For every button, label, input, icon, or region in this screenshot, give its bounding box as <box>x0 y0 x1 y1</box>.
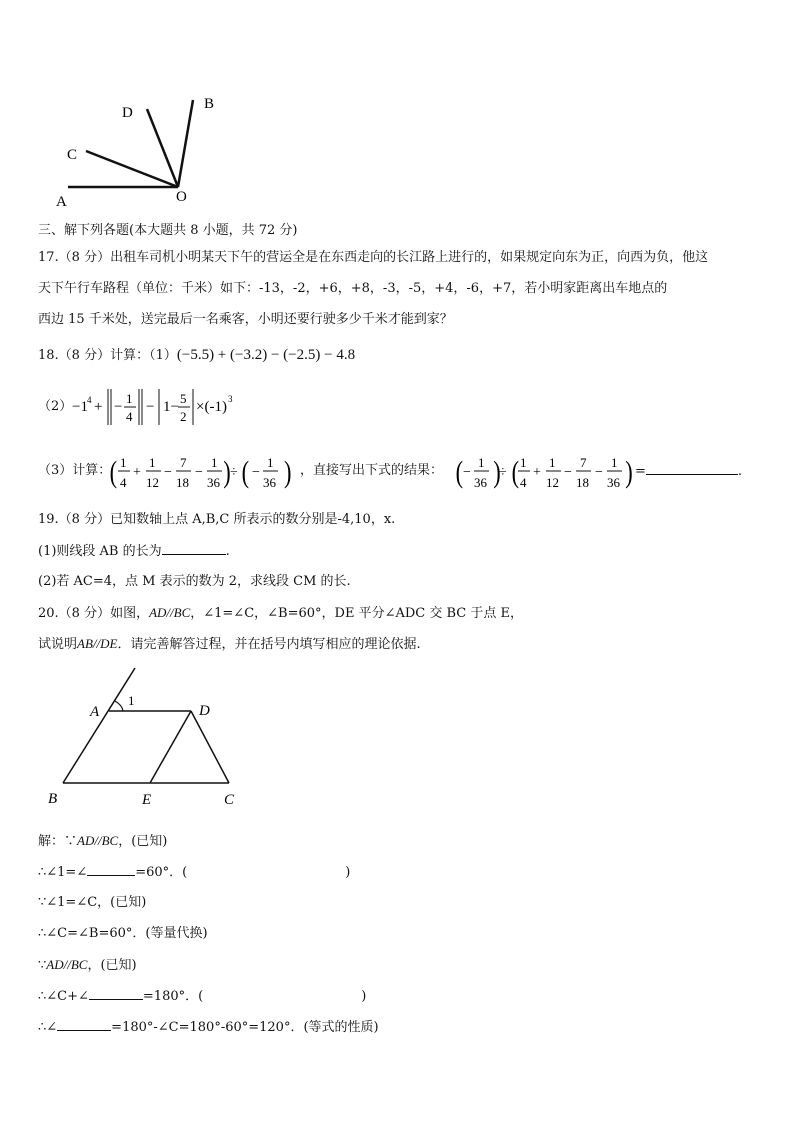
q19-line1: 19.（8 分）已知数轴上点 A,B,C 所表示的数分别是-4,10，x. <box>38 512 396 527</box>
q17-line2: 天下午行车路程（单位：千米）如下：-13，-2，+6，+8，-3，-5，+4，-6，+7，若小明家距离出车地点的 <box>38 281 668 296</box>
ray-od <box>147 109 178 187</box>
label-b: B <box>204 96 215 112</box>
svg-text:−1: −1 <box>72 399 88 415</box>
label-angle-1: 1 <box>128 693 135 708</box>
label-c: C <box>67 147 78 163</box>
q20-line2-pre: 试说明 <box>38 637 78 652</box>
svg-text:×(-1): ×(-1) <box>196 399 227 415</box>
angle-1-arc <box>115 701 123 711</box>
svg-text:−: − <box>463 465 471 480</box>
svg-text:1: 1 <box>520 455 527 470</box>
svg-text:36: 36 <box>263 475 276 490</box>
solution-line6 <box>38 987 366 1006</box>
svg-text:1: 1 <box>211 455 218 470</box>
svg-text:4: 4 <box>520 475 527 490</box>
solution-line1 <box>38 832 167 851</box>
svg-text:36: 36 <box>207 475 220 490</box>
svg-text:−: − <box>564 465 572 480</box>
ray-oc <box>86 151 178 187</box>
s5-post: ，(已知) <box>87 958 137 973</box>
q18-part3-mid: ，直接写出下式的结果： <box>300 463 444 478</box>
q20-line2-post: ．请完善解答过程，并在括号内填写相应的理论依据. <box>117 637 421 652</box>
solution-line2 <box>38 863 350 882</box>
q18-part3-expr-b <box>454 448 650 496</box>
svg-text:1: 1 <box>611 455 618 470</box>
label-d: D <box>199 703 210 719</box>
s2-mid: =60°．( <box>135 865 188 880</box>
s7-angle-blank[interactable] <box>57 1018 111 1031</box>
svg-text:4: 4 <box>120 475 127 490</box>
svg-text:+: + <box>94 399 103 415</box>
s6-mid: =180°．( <box>142 989 204 1004</box>
solution-line3: ∵∠1=∠C，(已知) <box>38 895 147 910</box>
label-a: A <box>90 704 100 720</box>
segment-de <box>150 711 191 783</box>
q17-line1: 17.（8 分）出租车司机小明某天下午的营运全是在东西走向的长江路上进行的，如果规定向东为正，向西为负，他这 <box>38 250 709 265</box>
label-c: C <box>224 792 235 808</box>
q18-part2-expression <box>70 383 240 433</box>
q19-line2-end: . <box>225 544 230 559</box>
svg-text:18: 18 <box>176 475 189 490</box>
svg-text:−: − <box>164 465 172 480</box>
s1-post: ，(已知) <box>118 834 168 849</box>
q20-line1-mid: ，∠1=∠C，∠B=60°，DE 平分∠ADC 交 BC 于点 E， <box>190 606 523 621</box>
label-d: D <box>122 105 133 121</box>
q19-line3: (2)若 AC=4，点 M 表示的数为 2，求线段 CM 的长. <box>38 574 351 589</box>
label-b: B <box>48 791 58 807</box>
s1-pre: 解：∵ <box>38 834 78 849</box>
q18-part3-expr-a <box>108 448 304 496</box>
svg-text:): ) <box>625 454 633 489</box>
svg-text:): ) <box>223 454 231 489</box>
s2-end: ) <box>345 865 351 880</box>
s2-pre: ∴∠1=∠ <box>38 865 88 880</box>
q20-line2-ab: AB//DE <box>77 636 118 651</box>
q19-line2 <box>38 542 230 561</box>
svg-text:(: ( <box>511 454 520 489</box>
svg-text:4: 4 <box>126 409 133 424</box>
segment-ba-extended <box>63 668 135 783</box>
svg-text:(: ( <box>455 454 464 489</box>
svg-text:÷: ÷ <box>230 465 238 480</box>
s6-end: ) <box>361 989 367 1004</box>
svg-text:3: 3 <box>228 394 233 404</box>
svg-text:36: 36 <box>474 475 487 490</box>
s7-post: =180°-∠C=180°-60°=120°．(等式的性质) <box>111 1020 379 1035</box>
ray-ob <box>178 100 193 187</box>
angle-rays-figure <box>50 90 230 215</box>
svg-text:−: − <box>595 465 603 480</box>
section-header: 三、解下列各题(本大题共 8 小题，共 72 分) <box>38 223 298 238</box>
svg-text:1: 1 <box>478 455 485 470</box>
solution-line4: ∴∠C=∠B=60°．(等量代换) <box>38 926 208 941</box>
svg-text:−: − <box>146 399 155 415</box>
q18-intro-text: 18.（8 分）计算：（1） <box>38 348 177 363</box>
s6-angle-blank[interactable] <box>89 987 143 1000</box>
q19-ab-blank[interactable] <box>162 542 226 555</box>
svg-text:5: 5 <box>180 391 187 406</box>
svg-text:7: 7 <box>580 455 587 470</box>
svg-text:1: 1 <box>126 391 133 406</box>
svg-text:2: 2 <box>180 409 187 424</box>
q20-line2 <box>38 635 421 654</box>
s2-reason-blank[interactable] <box>187 864 345 876</box>
svg-text:4: 4 <box>87 395 92 405</box>
label-o: O <box>176 189 187 205</box>
svg-text:−: − <box>252 465 260 480</box>
svg-text:12: 12 <box>146 475 159 490</box>
q18-expr1: (−5.5) + (−3.2) − (−2.5) − 4.8 <box>176 347 356 363</box>
q18-part3-answer: = . <box>635 464 743 479</box>
s6-reason-blank[interactable] <box>203 988 361 1000</box>
svg-text:1: 1 <box>120 455 127 470</box>
s6-pre: ∴∠C+∠ <box>38 989 89 1004</box>
svg-text:7: 7 <box>180 455 187 470</box>
solution-line5 <box>38 956 137 975</box>
q20-line1 <box>38 604 523 623</box>
q19-line2-text: (1)则线段 AB 的长为 <box>38 544 162 559</box>
svg-text:1−: 1− <box>163 399 179 415</box>
svg-text:12: 12 <box>546 475 559 490</box>
svg-text:(: ( <box>109 454 118 489</box>
s7-pre: ∴∠ <box>38 1020 58 1035</box>
svg-text:−: − <box>195 465 203 480</box>
label-e: E <box>142 792 152 808</box>
q17-line3: 西边 15 千米处，送完最后一名乘客，小明还要行驶多少千米才能到家？ <box>38 312 453 327</box>
svg-text:36: 36 <box>607 475 620 490</box>
s5-pre: ∵ <box>38 958 47 973</box>
label-a: A <box>56 194 67 210</box>
q18-answer-blank[interactable] <box>646 462 738 475</box>
svg-text:): ) <box>493 454 501 489</box>
s5-ad: AD//BC <box>46 957 88 972</box>
q20-line1-ad: AD//BC <box>149 605 191 620</box>
q18-equals: = <box>635 464 646 479</box>
q20-line1-pre: 20.（8 分）如图， <box>38 606 150 621</box>
svg-text:1: 1 <box>267 455 274 470</box>
svg-text:+: + <box>533 465 541 480</box>
svg-text:1: 1 <box>549 455 556 470</box>
svg-text:÷: ÷ <box>499 465 507 480</box>
q18-part3-label: （3）计算： <box>38 463 112 478</box>
svg-text:+: + <box>133 465 141 480</box>
trapezoid-figure <box>40 663 250 811</box>
q18-part2-label: （2） <box>38 399 73 414</box>
s1-ad: AD//BC <box>77 833 119 848</box>
solution-line7 <box>38 1018 379 1037</box>
q18-intro <box>38 346 355 365</box>
svg-text:1: 1 <box>149 455 156 470</box>
segment-dc <box>191 711 229 783</box>
svg-text:): ) <box>284 454 292 489</box>
svg-text:18: 18 <box>576 475 589 490</box>
svg-text:(: ( <box>241 454 250 489</box>
svg-text:−: − <box>114 399 123 415</box>
s2-angle-blank[interactable] <box>87 863 135 876</box>
